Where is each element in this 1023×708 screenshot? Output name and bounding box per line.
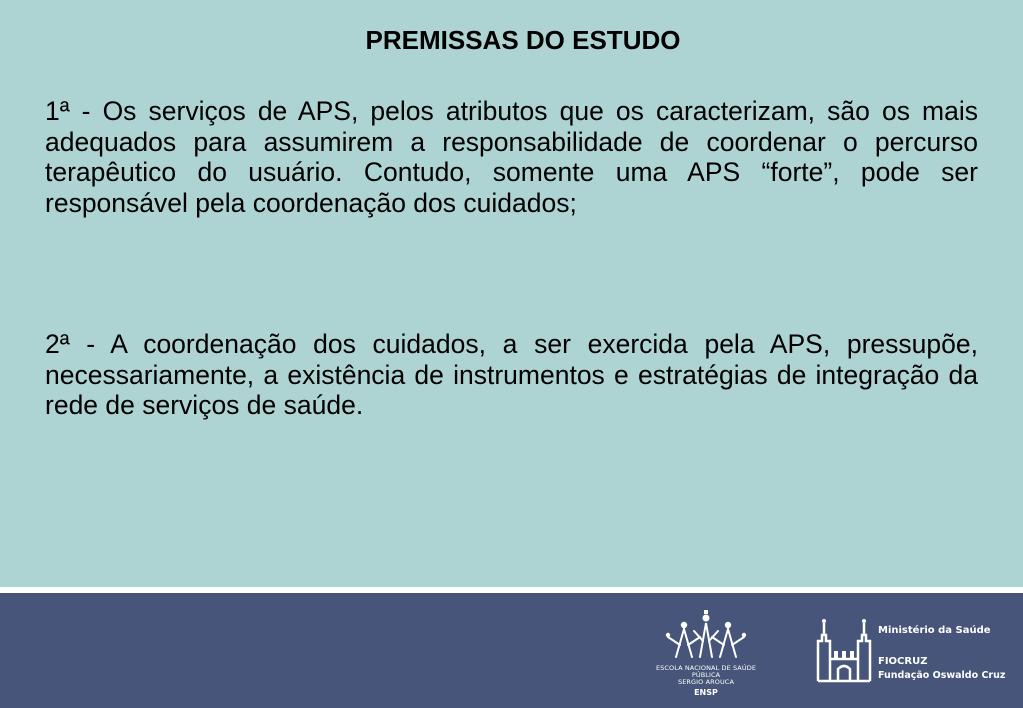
fiocruz-castle-icon xyxy=(814,615,874,685)
ministry-label: Ministério da Saúde xyxy=(878,625,991,636)
fiocruz-logo xyxy=(814,615,1019,685)
ensp-logo xyxy=(650,609,762,705)
slide-title: PREMISSAS DO ESTUDO xyxy=(365,25,681,55)
ensp-name: ENSP xyxy=(694,688,718,697)
ensp-caption-line2: SERGIO AROUCA xyxy=(677,678,734,686)
fiocruz-name: FIOCRUZ xyxy=(878,656,928,667)
premise-first: 1ª - Os serviços de APS, pelos atributos que os caracterizam, são os mais adequados para assumirem a responsabilidade de coordenar o percurso terapêutico do usuário. Contudo, somente uma APS “forte”, pode ser responsável pela coordenação dos cuidados; xyxy=(45,96,978,218)
footer-bar xyxy=(0,593,1023,708)
fiocruz-full-name: Fundação Oswaldo Cruz xyxy=(878,670,1006,681)
ensp-logo-icon xyxy=(650,609,762,665)
premise-second: 2ª - A coordenação dos cuidados, a ser exercida pela APS, pressupõe, necessariamente, a existência de instrumentos e estratégias de integração da rede de serviços de saúde. xyxy=(45,329,978,420)
ensp-caption xyxy=(650,665,762,686)
ensp-caption-line1: ESCOLA NACIONAL DE SAÚDE PÚBLICA xyxy=(655,664,757,679)
